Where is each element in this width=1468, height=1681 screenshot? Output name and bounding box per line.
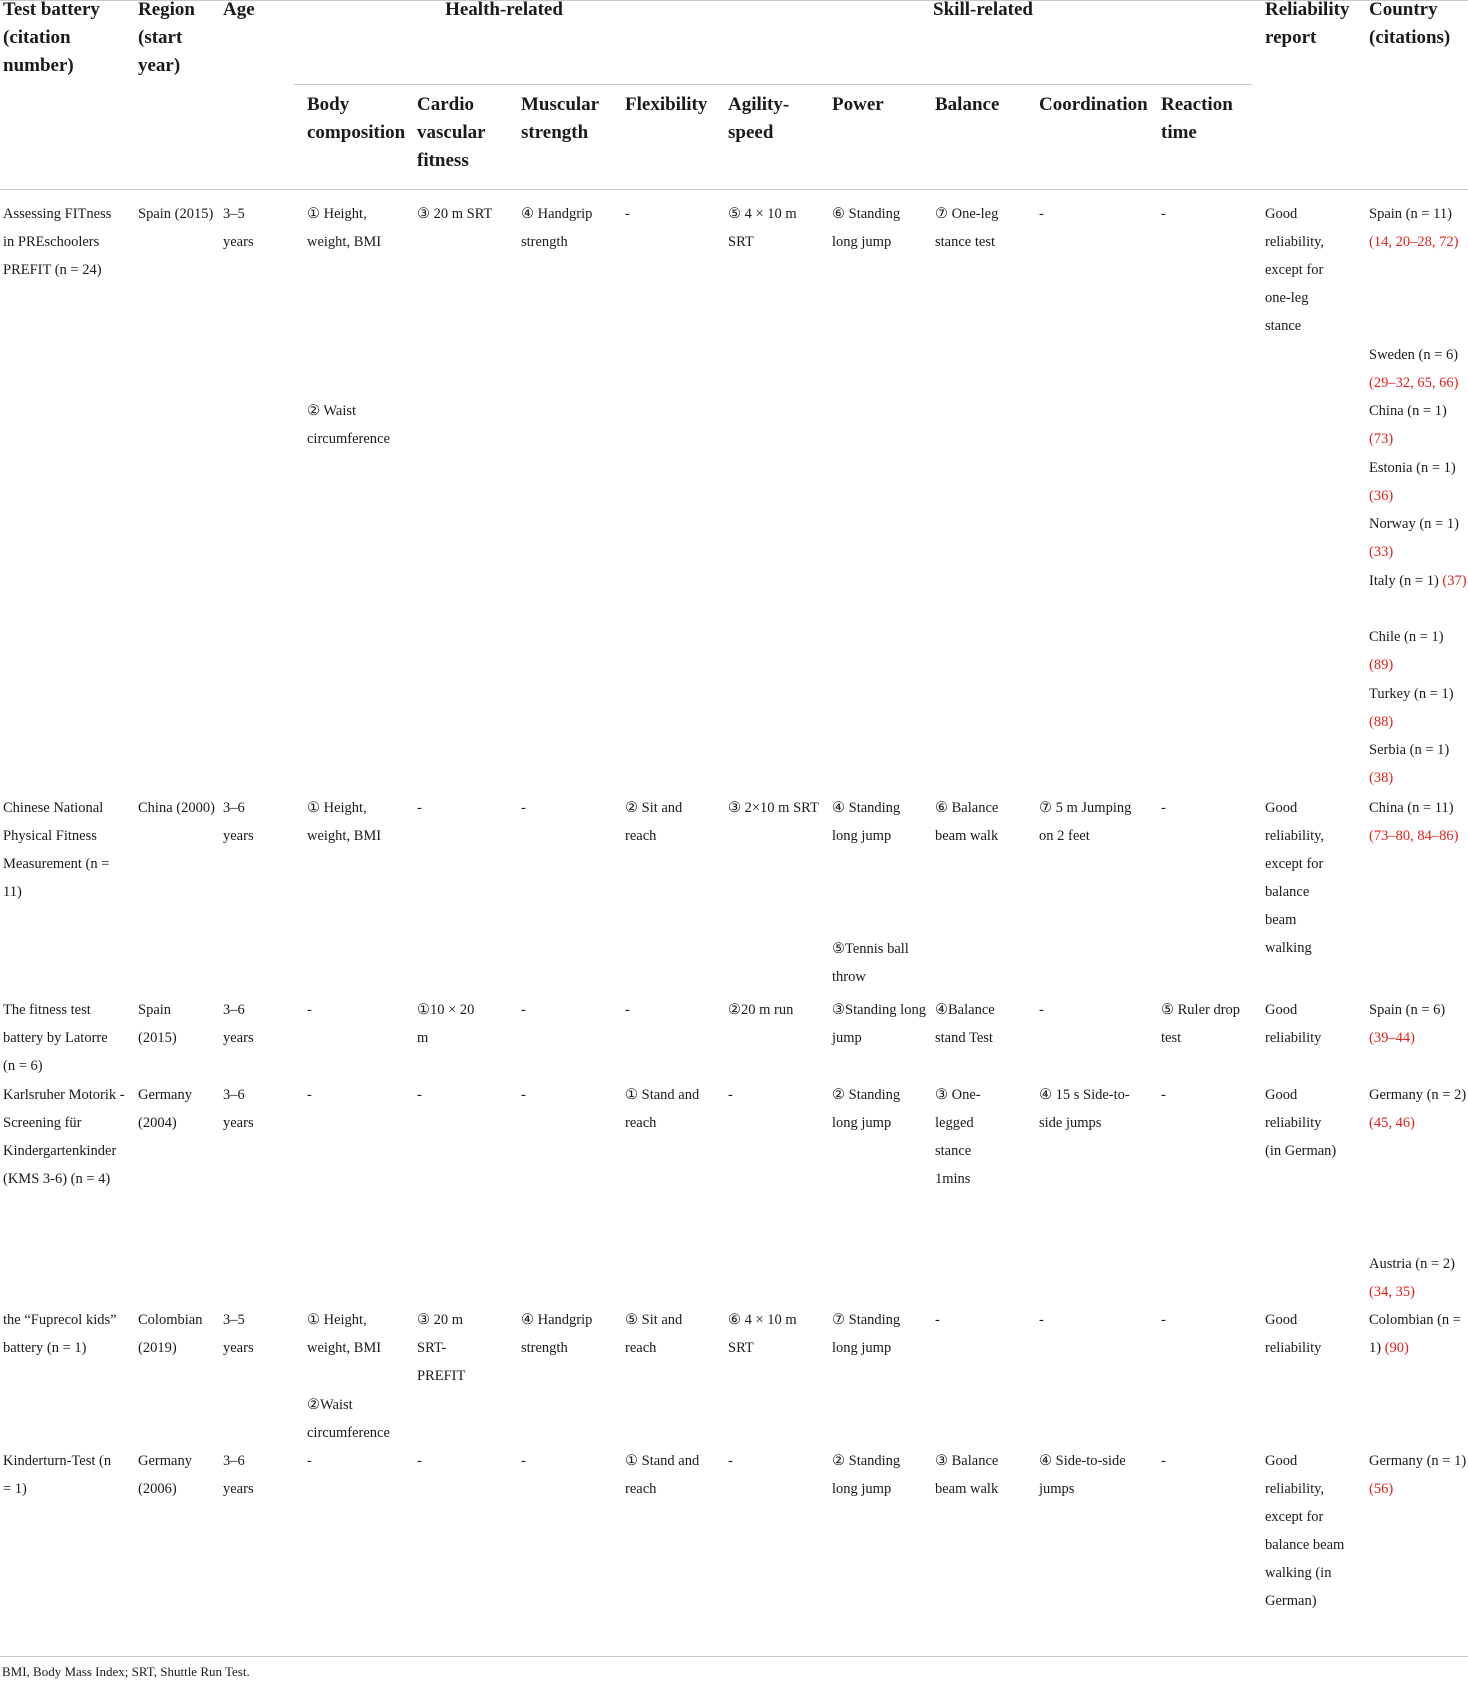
country-name: Sweden (n = 6) <box>1369 347 1459 363</box>
table-row-4-agility: - <box>728 1087 733 1103</box>
table-row-1-reliability: Good reliability, except for one-leg stance <box>1265 206 1325 334</box>
table-row-5-body-2: ②Waist circumference <box>307 1397 390 1441</box>
table-row-6-balance: ③ Balance beam walk <box>935 1453 999 1497</box>
table-row-2-agility: ③ 2×10 m SRT <box>728 800 819 816</box>
table-row-5-cardio: ③ 20 m SRT-PREFIT <box>417 1312 466 1384</box>
header-age: Age <box>223 0 255 20</box>
country-name: Serbia (n = 1) <box>1369 742 1450 758</box>
country-name: Chile (n = 1) <box>1369 629 1444 645</box>
table-row-5-agility: ⑥ 4 × 10 m SRT <box>728 1312 797 1356</box>
table-row-6-coordination: ④ Side-to-side jumps <box>1039 1453 1126 1497</box>
table-row-1-reaction: - <box>1161 206 1166 222</box>
table-row-6-age: 3–6 years <box>223 1453 254 1497</box>
table-row-5-balance: - <box>935 1312 940 1328</box>
table-row-1-age: 3–5 years <box>223 206 254 250</box>
table-row-4-reaction: - <box>1161 1087 1166 1103</box>
citation-link[interactable]: (88) <box>1369 714 1394 730</box>
header-power: Power <box>832 94 884 115</box>
header-bottom-rule <box>0 189 1468 190</box>
header-health-related: Health-related <box>445 0 563 20</box>
table-row-2-region: China (2000) <box>138 800 215 816</box>
table-row-1-flexibility: - <box>625 206 630 222</box>
header-coordination: Coordination <box>1039 94 1148 115</box>
table-row-5-muscular: ④ Handgrip strength <box>521 1312 593 1356</box>
header-body-composition: Body composition <box>307 94 406 143</box>
table-row-6-power: ② Standing long jump <box>832 1453 901 1497</box>
country-name: Italy (n = 1) <box>1369 573 1439 589</box>
table-row-5-battery: the “Fuprecol kids” battery (n = 1) <box>3 1312 117 1356</box>
country-name: China (n = 11) <box>1369 800 1454 816</box>
table-row-4-body: - <box>307 1087 312 1103</box>
header-flexibility: Flexibility <box>625 94 708 115</box>
country-name: Spain (n = 6) <box>1369 1002 1446 1018</box>
table-row-2-country-1 <box>1369 794 1468 850</box>
table-row-2-reliability: Good reliability, except for balance beam walking <box>1265 800 1325 956</box>
table-row-2-reaction: - <box>1161 800 1166 816</box>
table-row-4-balance: ③ One-legged stance 1mins <box>935 1087 981 1187</box>
table-row-5-coordination: - <box>1039 1312 1044 1328</box>
country-name: Colombian (n = 1) <box>1369 1312 1461 1356</box>
citation-link[interactable]: (45, 46) <box>1369 1115 1415 1131</box>
citation-link[interactable]: (56) <box>1369 1481 1394 1497</box>
table-row-6-cardio: - <box>417 1453 422 1469</box>
table-row-2-body: ① Height, weight, BMI <box>307 800 382 844</box>
header-muscular: Muscular strength <box>521 94 599 143</box>
table-row-5-power: ⑦ Standing long jump <box>832 1312 901 1356</box>
table-row-6-body: - <box>307 1453 312 1469</box>
header-country: Country (citations) <box>1369 0 1451 48</box>
table-row-2-cardio: - <box>417 800 422 816</box>
table-row-3-age: 3–6 years <box>223 1002 254 1046</box>
country-name: Germany (n = 2) <box>1369 1087 1467 1103</box>
table-row-1-country-6 <box>1369 567 1468 595</box>
table-row-1-cardio: ③ 20 m SRT <box>417 206 493 222</box>
table-row-6-country-1 <box>1369 1447 1468 1503</box>
citation-link[interactable]: (89) <box>1369 657 1394 673</box>
table-row-4-flexibility: ① Stand and reach <box>625 1087 700 1131</box>
table-row-4-reliability: Good reliability (in German) <box>1265 1087 1337 1159</box>
table-row-1-body-2: ② Waist circumference <box>307 403 390 447</box>
table-footnote: BMI, Body Mass Index; SRT, Shuttle Run Test. <box>2 1664 250 1679</box>
table-row-6-battery: Kinderturn-Test (n = 1) <box>3 1453 112 1497</box>
table-row-1-agility: ⑤ 4 × 10 m SRT <box>728 206 797 250</box>
country-name: Germany (n = 1) <box>1369 1453 1467 1469</box>
country-name: China (n = 1) <box>1369 403 1447 419</box>
table-row-6-region: Germany (2006) <box>138 1453 192 1497</box>
header-cardio: Cardio vascular fitness <box>417 94 486 171</box>
table-row-3-region: Spain (2015) <box>138 1002 177 1046</box>
table-row-6-flexibility: ① Stand and reach <box>625 1453 700 1497</box>
table-row-1-region: Spain (2015) <box>138 206 214 222</box>
citation-link[interactable]: (73–80, 84–86) <box>1369 828 1459 844</box>
table-row-1-battery: Assessing FITness in PREschoolers PREFIT (n = 24) <box>3 206 112 278</box>
table-row-2-muscular: - <box>521 800 526 816</box>
table-row-1-country-8 <box>1369 680 1468 736</box>
table-row-5-region: Colombian (2019) <box>138 1312 203 1356</box>
group-header-rule <box>294 84 1252 85</box>
table-row-3-balance: ④Balance stand Test <box>935 1002 995 1046</box>
table-row-4-battery: Karlsruher Motorik -Screening für Kindergartenkinder (KMS 3-6) (n = 4) <box>3 1087 125 1187</box>
table-row-1-country-2 <box>1369 341 1468 397</box>
table-row-1-body: ① Height, weight, BMI <box>307 206 382 250</box>
table-row-6-reliability: Good reliability, except for balance beam walking (in German) <box>1265 1453 1345 1609</box>
table-row-3-muscular: - <box>521 1002 526 1018</box>
table-row-6-reaction: - <box>1161 1453 1166 1469</box>
table-row-4-cardio: - <box>417 1087 422 1103</box>
table-row-3-agility: ②20 m run <box>728 1002 794 1018</box>
header-balance: Balance <box>935 94 1000 115</box>
table-row-4-muscular: - <box>521 1087 526 1103</box>
table-row-1-country-7 <box>1369 623 1468 679</box>
table-row-1-balance: ⑦ One-leg stance test <box>935 206 999 250</box>
table-row-1-power: ⑥ Standing long jump <box>832 206 901 250</box>
table-row-6-agility: - <box>728 1453 733 1469</box>
table-row-3-flexibility: - <box>625 1002 630 1018</box>
table-row-5-age: 3–5 years <box>223 1312 254 1356</box>
citation-link[interactable]: (73) <box>1369 431 1394 447</box>
table-row-2-age: 3–6 years <box>223 800 254 844</box>
citation-link[interactable]: (38) <box>1369 770 1394 786</box>
table-row-3-reliability: Good reliability <box>1265 1002 1322 1046</box>
citation-link[interactable]: (33) <box>1369 544 1394 560</box>
table-row-4-age: 3–6 years <box>223 1087 254 1131</box>
citation-link[interactable]: (36) <box>1369 488 1394 504</box>
table-bottom-rule <box>0 1656 1468 1657</box>
table-row-2-flexibility: ② Sit and reach <box>625 800 683 844</box>
header-skill-related: Skill-related <box>933 0 1033 20</box>
citation-link[interactable]: (29–32, 65, 66) <box>1369 375 1459 391</box>
table-row-1-country-1 <box>1369 200 1468 256</box>
table-row-1-country-4 <box>1369 454 1468 510</box>
table-row-5-flexibility: ⑤ Sit and reach <box>625 1312 683 1356</box>
header-agility: Agility-speed <box>728 94 790 143</box>
table-row-2-power: ④ Standing long jump <box>832 800 901 844</box>
table-row-1-country-3 <box>1369 397 1468 453</box>
table-row-4-coordination: ④ 15 s Side-to-side jumps <box>1039 1087 1130 1131</box>
table-row-2-balance: ⑥ Balance beam walk <box>935 800 999 844</box>
table-row-2-power-2: ⑤Tennis ball throw <box>832 941 909 985</box>
header-reliability: Reliability report <box>1265 0 1350 48</box>
table-row-5-reliability: Good reliability <box>1265 1312 1322 1356</box>
header-test-battery: Test battery (citation number) <box>3 0 100 76</box>
citation-link[interactable]: (90) <box>1384 1340 1409 1356</box>
header-reaction: Reaction time <box>1161 94 1233 143</box>
table-row-5-body: ① Height, weight, BMI <box>307 1312 382 1356</box>
table-row-4-region: Germany (2004) <box>138 1087 192 1131</box>
country-name: Norway (n = 1) <box>1369 516 1459 532</box>
table-row-1-muscular: ④ Handgrip strength <box>521 206 593 250</box>
table-row-3-body: - <box>307 1002 312 1018</box>
table-row-3-country-1 <box>1369 996 1468 1052</box>
table-row-3-battery: The fitness test battery by Latorre (n = 6) <box>3 1002 108 1074</box>
table-row-3-reaction: ⑤ Ruler drop test <box>1161 1002 1241 1046</box>
table-row-1-coordination: - <box>1039 206 1044 222</box>
table-row-1-country-9 <box>1369 736 1468 792</box>
citation-link[interactable]: (34, 35) <box>1369 1284 1415 1300</box>
table-row-4-country-2 <box>1369 1250 1468 1306</box>
country-name: Turkey (n = 1) <box>1369 686 1454 702</box>
table-row-2-coordination: ⑦ 5 m Jumping on 2 feet <box>1039 800 1132 844</box>
country-name: Austria (n = 2) <box>1369 1256 1455 1272</box>
citation-link[interactable]: (39–44) <box>1369 1030 1415 1046</box>
table-row-4-country-1 <box>1369 1081 1468 1137</box>
table-row-4-power: ② Standing long jump <box>832 1087 901 1131</box>
table-row-5-reaction: - <box>1161 1312 1166 1328</box>
citation-link[interactable]: (37) <box>1442 573 1467 589</box>
table-row-6-muscular: - <box>521 1453 526 1469</box>
table-row-3-cardio: ①10 × 20 m <box>417 1002 475 1046</box>
table-row-1-country-5 <box>1369 510 1468 566</box>
country-name: Estonia (n = 1) <box>1369 460 1456 476</box>
table-row-2-battery: Chinese National Physical Fitness Measurement (n = 11) <box>3 800 110 900</box>
country-name: Spain (n = 11) <box>1369 206 1452 222</box>
table-row-5-country-1 <box>1369 1306 1468 1362</box>
header-region: Region (start year) <box>138 0 195 76</box>
table-row-3-coordination: - <box>1039 1002 1044 1018</box>
citation-link[interactable]: (14, 20–28, 72) <box>1369 234 1459 250</box>
table-row-3-power: ③Standing long jump <box>832 1002 926 1046</box>
